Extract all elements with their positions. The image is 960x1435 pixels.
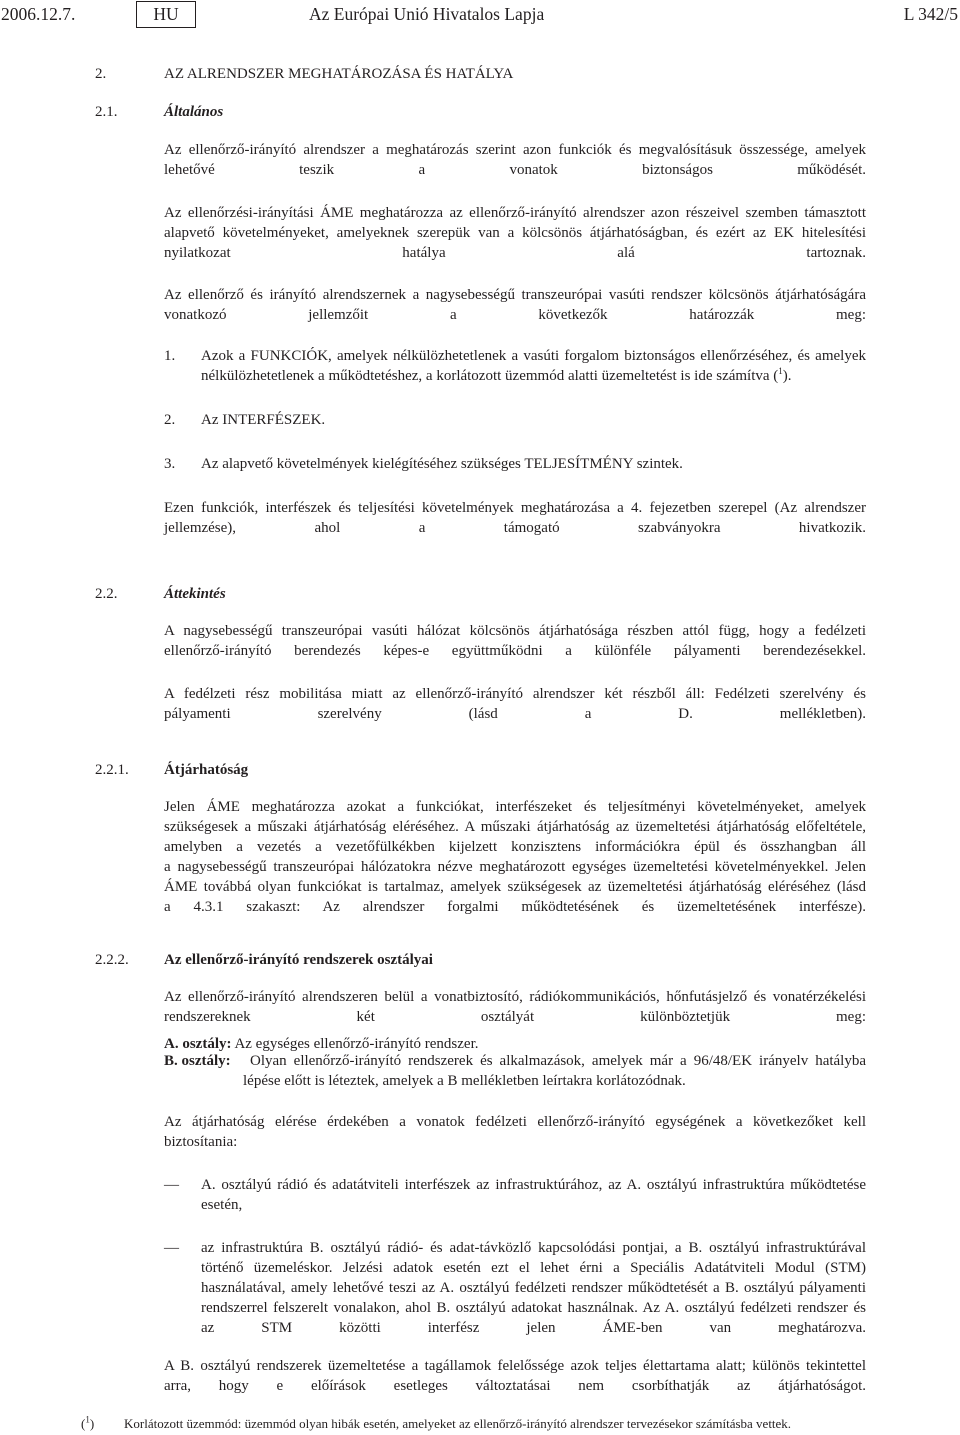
- list-item: A. osztályú rádió és adatátviteli interfészek az infrastruktúrához, az A. osztályú infrastruktúra működtetése esetén,: [201, 1177, 866, 1213]
- header-page-number: L 342/5: [903, 4, 958, 24]
- paragraph: Az ellenőrző-irányító alrendszeren belül a vonatbiztosító, rádiókommunikációs, hőnfutásjelző és vonatérzékelési rendszereknek két osztályát különböztetjük meg:: [164, 989, 866, 1025]
- footnote-text: Korlátozott üzemmód: üzemmód olyan hibák esetén, amelyeket az ellenőrző-irányító alrendszer tervezésekor számításba vettek.: [124, 1416, 792, 1431]
- subsection-number: 2.2.2.: [95, 952, 129, 968]
- paragraph: Az ellenőrző-irányító alrendszer a meghatározás szerint azon funkciók és megvalósításuk összessége, amelyek lehetővé teszik a vonatok biztonságos működését.: [164, 142, 866, 178]
- class-definition-b: Olyan ellenőrző-irányító rendszerek és alkalmazások, amelyek már a 96/48/EK irányelv hatályba lépése előtt is léteztek, amelyek a B mellékletben leírtakra korlátozódnak.: [243, 1053, 866, 1089]
- list-item: az infrastruktúra B. osztályú rádió- és adat-távközlő kapcsolódási pontjai, a B. osztályú infrastruktúrával történő üzemeléskor. Jelzési adatok esetén ezt el lehet érni a Speciális Adatátviteli Modul (STM) használatával, amely lehetővé teszi az A. osztályú fedélzeti rendszer működtetését a B. osztályú pályamenti rendszerrel felszerelt vonalakon, ahol B. osztályú adatokat használnak. Az A. osztályú fedélzeti rendszer és az STM közötti interfész jelen ÁME-ben van meghatározva.: [201, 1240, 866, 1336]
- paragraph: A B. osztályú rendszerek üzemeltetése a tagállamok felelőssége azok teljes élettartama alatt; különös tekintettel arra, hogy e előírások esetleges változtatásai nem csorbíthatják az átjárhatóságot.: [164, 1358, 866, 1394]
- paragraph: Az ellenőrzési-irányítási ÁME meghatározza az ellenőrző-irányító alrendszer azon részeivel szemben támasztott alapvető követelményeket, amelyeknek szerepük van a kölcsönös átjárhatóságban, és ezért az EK hitelesítési nyilatkozat hatálya alá tartoznak.: [164, 205, 866, 261]
- footnote-number: ($^1$): [81, 1414, 95, 1431]
- header-language-box: HU: [136, 1, 196, 28]
- list-number: 2.: [164, 412, 176, 428]
- subsection-title: Áttekintés: [164, 586, 226, 602]
- paragraph: Az átjárhatóság elérése érdekében a vonatok fedélzeti ellenőrző-irányító egységének a következőket kell biztosítania:: [164, 1114, 866, 1150]
- paragraph: A fedélzeti rész mobilitása miatt az ellenőrző-irányító alrendszer két részből áll: Fedélzeti szerelvény és pályamenti szerelvény (lásd a D. mellékletben).: [164, 686, 866, 722]
- paragraph: Az ellenőrző és irányító alrendszernek a nagysebességű transzeurópai vasúti rendszer kölcsönös átjárhatóságára vonatkozó jellemzőit a következők határozzák meg:: [164, 287, 866, 323]
- subsection-number: 2.2.1.: [95, 762, 129, 778]
- subsection-number: 2.1.: [95, 104, 118, 120]
- subsection-title: Általános: [164, 104, 224, 120]
- list-item: Az INTERFÉSZEK.: [201, 412, 326, 428]
- bullet-dash: —: [164, 1240, 179, 1256]
- class-definition-b-label: B. osztály:: [164, 1053, 231, 1069]
- header-journal-title: Az Európai Unió Hivatalos Lapja: [309, 4, 545, 24]
- list-number: 1.: [164, 348, 176, 364]
- list-item: Azok a FUNKCIÓK, amelyek nélkülözhetetlenek a vasúti forgalom biztonságos ellenőrzéséhez, és amelyek nélkülözhetetlenek a működtetéshez, a korlátozott üzemmód alatti üzemeltetést is ide számítva ($^1$).: [201, 348, 866, 384]
- list-item: Az alapvető követelmények kielégítéséhez szükséges TELJESÍTMÉNY szintek.: [201, 456, 683, 472]
- class-definition-a: A. osztály: Az egységes ellenőrző-irányító rendszer.: [164, 1036, 479, 1052]
- paragraph: A nagysebességű transzeurópai vasúti hálózat kölcsönös átjárhatósága részben attól függ, hogy a fedélzeti ellenőrző-irányító berendezés képes-e együttműködni a különféle pályamenti berendezésekkel.: [164, 623, 866, 659]
- list-number: 3.: [164, 456, 176, 472]
- subsection-number: 2.2.: [95, 586, 118, 602]
- paragraph: Jelen ÁME meghatározza azokat a funkciókat, interfészeket és teljesítményi követelményeket, amelyek szükségesek a műszaki átjárhatóság eléréséhez. A műszaki átjárhatóság az üzemeltetési átjárhatóság előfeltétele, amelyben a vezetés a vezetőfülkékben kijelzett konzisztens információkra épül és összhangban áll a nagysebességű transzeurópai hálózatokra nézve meghatározott egységes üzemeltetési követelményekkel. Jelen ÁME továbbá olyan funkciókat is tartalmaz, amelyek szükségesek az üzemeltetési átjárhatóság eléréséhez (lásd a 4.3.1 szakaszt: Az alrendszer forgalmi működtetésének és üzemeltetésének interfésze).: [164, 799, 866, 915]
- footnote-reference[interactable]: 1: [778, 366, 783, 376]
- subsection-title: Az ellenőrző-irányító rendszerek osztályai: [164, 952, 433, 968]
- paragraph: Ezen funkciók, interfészek és teljesítési követelmények meghatározása a 4. fejezetben szerepel (Az alrendszer jellemzése), ahol a támogató szabványokra hivatkozik.: [164, 500, 866, 536]
- bullet-dash: —: [164, 1177, 179, 1193]
- section-title: AZ ALRENDSZER MEGHATÁROZÁSA ÉS HATÁLYA: [164, 66, 514, 82]
- section-number: 2.: [95, 66, 107, 82]
- subsection-title: Átjárhatóság: [164, 762, 249, 778]
- header-date: 2006.12.7.: [1, 4, 76, 24]
